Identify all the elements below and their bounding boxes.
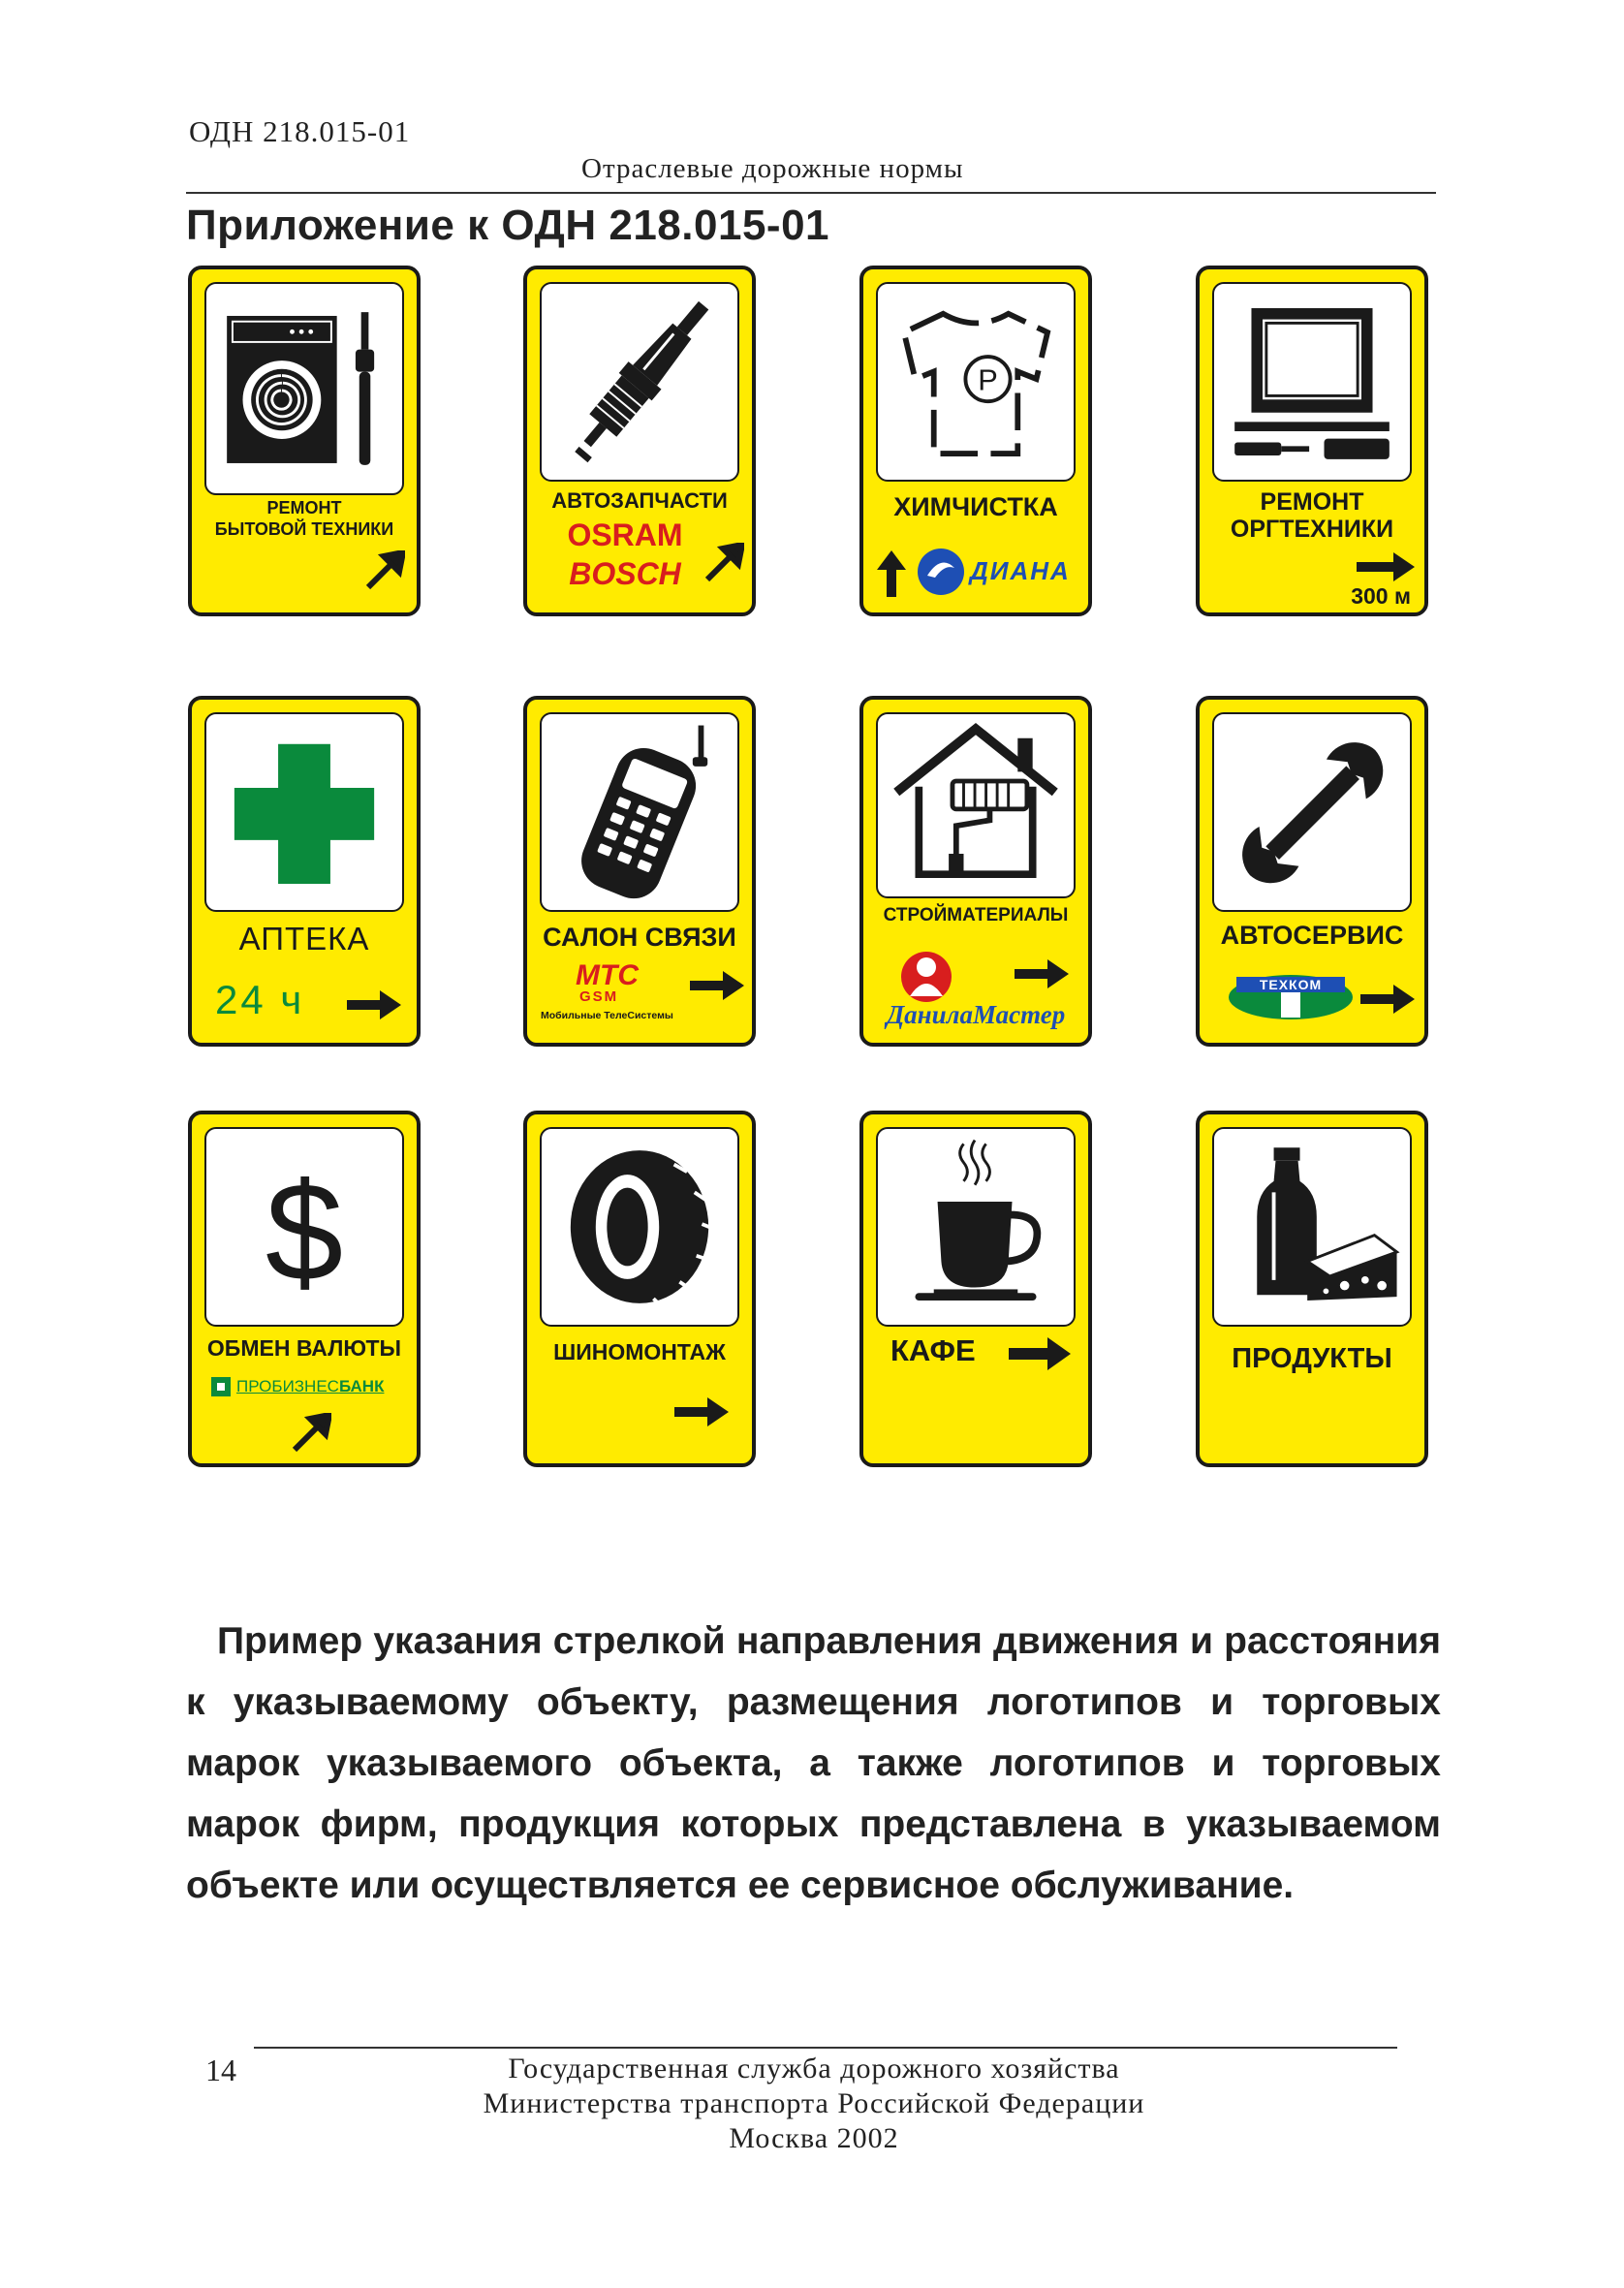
footer-line-2: Министерства транспорта Российской Федерации xyxy=(483,2087,1145,2119)
bank-name-suffix: БАНК xyxy=(338,1377,385,1395)
document-code: ОДН 218.015-01 xyxy=(189,114,411,148)
opening-hours: 24 ч xyxy=(215,977,305,1022)
sign-tire-service xyxy=(523,1111,756,1467)
sign-label-line1: РЕМОНТ xyxy=(266,498,342,517)
sign-label-line2: БЫТОВОЙ ТЕХНИКИ xyxy=(214,519,394,539)
spark-plug-icon xyxy=(540,282,739,482)
t-shirt-icon xyxy=(876,282,1076,482)
sign-label: ПРОДУКТЫ xyxy=(1232,1343,1392,1374)
arrow-up-right-icon xyxy=(289,1413,331,1456)
footer-line-1: Государственная служба дорожного хозяйства xyxy=(508,2053,1120,2084)
brand-mts-logo xyxy=(541,959,686,1037)
sign-currency-exchange xyxy=(188,1111,421,1467)
sign-building-materials xyxy=(859,696,1092,1047)
sign-label-line2: ОРГТЕХНИКИ xyxy=(1230,516,1394,543)
arrow-up-right-icon xyxy=(702,543,744,585)
mobile-phone-icon xyxy=(540,712,739,912)
sign-pharmacy xyxy=(188,696,421,1047)
distance-label: 300 м xyxy=(1351,583,1411,609)
bank-name-prefix: ПРОБИЗНЕС xyxy=(236,1377,339,1395)
sign-dry-cleaning xyxy=(859,266,1092,616)
sign-label: АПТЕКА xyxy=(238,921,370,956)
footer-line-3: Москва 2002 xyxy=(729,2122,899,2154)
monitor-icon xyxy=(1212,282,1412,482)
brand-diana: ДИАНА xyxy=(970,556,1071,585)
brand-mts: МТС xyxy=(576,959,639,991)
brand-caption: Мобильные ТелеСистемы xyxy=(541,1010,673,1021)
diana-emblem-icon xyxy=(916,547,966,597)
brand-diana-logo xyxy=(916,547,1080,597)
sign-car-service xyxy=(1196,696,1428,1047)
document-subtitle: Отраслевые дорожные нормы xyxy=(581,153,964,184)
description-text: Пример указания стрелкой направления движения и расстояния к указываемому объекту, размещения логотипов и торговых марок указываемого объекта, а также логотипов и торговых марок фирм, продукция которых представлена в указываемом объекте или осуществляется ее сервисное обслуживание. xyxy=(186,1620,1441,1906)
sign-label: СТРОЙМАТЕРИАЛЫ xyxy=(883,905,1069,925)
sign-office-repair xyxy=(1196,266,1428,616)
arrow-right-icon xyxy=(1015,959,1069,988)
tire-icon xyxy=(540,1127,739,1327)
sign-label: САЛОН СВЯЗИ xyxy=(543,923,736,952)
sign-cafe xyxy=(859,1111,1092,1467)
brand-tehkom-logo xyxy=(1227,973,1355,1021)
bank-emblem-icon xyxy=(211,1377,231,1396)
washing-machine-icon xyxy=(204,282,404,495)
arrow-right-icon xyxy=(1357,552,1415,581)
arrow-right-icon xyxy=(347,990,401,1019)
brand-tehkom: ТЕХКОМ xyxy=(1259,977,1323,992)
arrow-right-icon xyxy=(690,971,744,1000)
sign-auto-parts xyxy=(523,266,756,616)
appendix-title: Приложение к ОДН 218.015-01 xyxy=(186,202,830,249)
sign-label: АВТОСЕРВИС xyxy=(1220,921,1404,950)
arrow-right-icon xyxy=(674,1397,729,1426)
brand-danila-master: ДанилаМастер xyxy=(886,1000,1066,1029)
page-number: 14 xyxy=(205,2053,236,2087)
arrow-up-right-icon xyxy=(362,550,405,593)
danila-master-emblem-icon xyxy=(896,948,956,1002)
arrow-right-icon xyxy=(1009,1337,1071,1370)
currency-symbol: $ xyxy=(265,1152,344,1310)
sign-label: АВТОЗАПЧАСТИ xyxy=(551,488,728,513)
sign-label: КАФЕ xyxy=(890,1333,976,1367)
arrow-up-icon xyxy=(877,550,906,597)
dollar-icon xyxy=(204,1127,404,1327)
sign-appliance-repair xyxy=(188,266,421,616)
sign-phone-salon xyxy=(523,696,756,1047)
sign-label-line1: РЕМОНТ xyxy=(1260,488,1364,516)
house-paint-roller-icon xyxy=(876,712,1076,898)
arrow-right-icon xyxy=(1360,985,1415,1014)
bottle-cheese-icon xyxy=(1212,1127,1412,1327)
sign-label: ШИНОМОНТАЖ xyxy=(553,1339,726,1364)
brand-gsm: GSM xyxy=(579,988,619,1005)
header-divider xyxy=(186,192,1436,194)
footer-divider xyxy=(254,2047,1397,2049)
wrench-icon xyxy=(1212,712,1412,912)
brand-osram: OSRAM xyxy=(567,517,683,552)
sign-groceries xyxy=(1196,1111,1428,1467)
coffee-cup-icon xyxy=(876,1127,1076,1327)
medical-cross-icon xyxy=(204,712,404,912)
sign-label: ХИМЧИСТКА xyxy=(893,492,1058,521)
description-paragraph xyxy=(186,1611,1441,1916)
dry-clean-letter: P xyxy=(978,362,998,397)
sign-label: ОБМЕН ВАЛЮТЫ xyxy=(206,1335,402,1361)
brand-probiznesbank xyxy=(211,1374,405,1399)
brand-bosch: BOSCH xyxy=(569,556,681,591)
